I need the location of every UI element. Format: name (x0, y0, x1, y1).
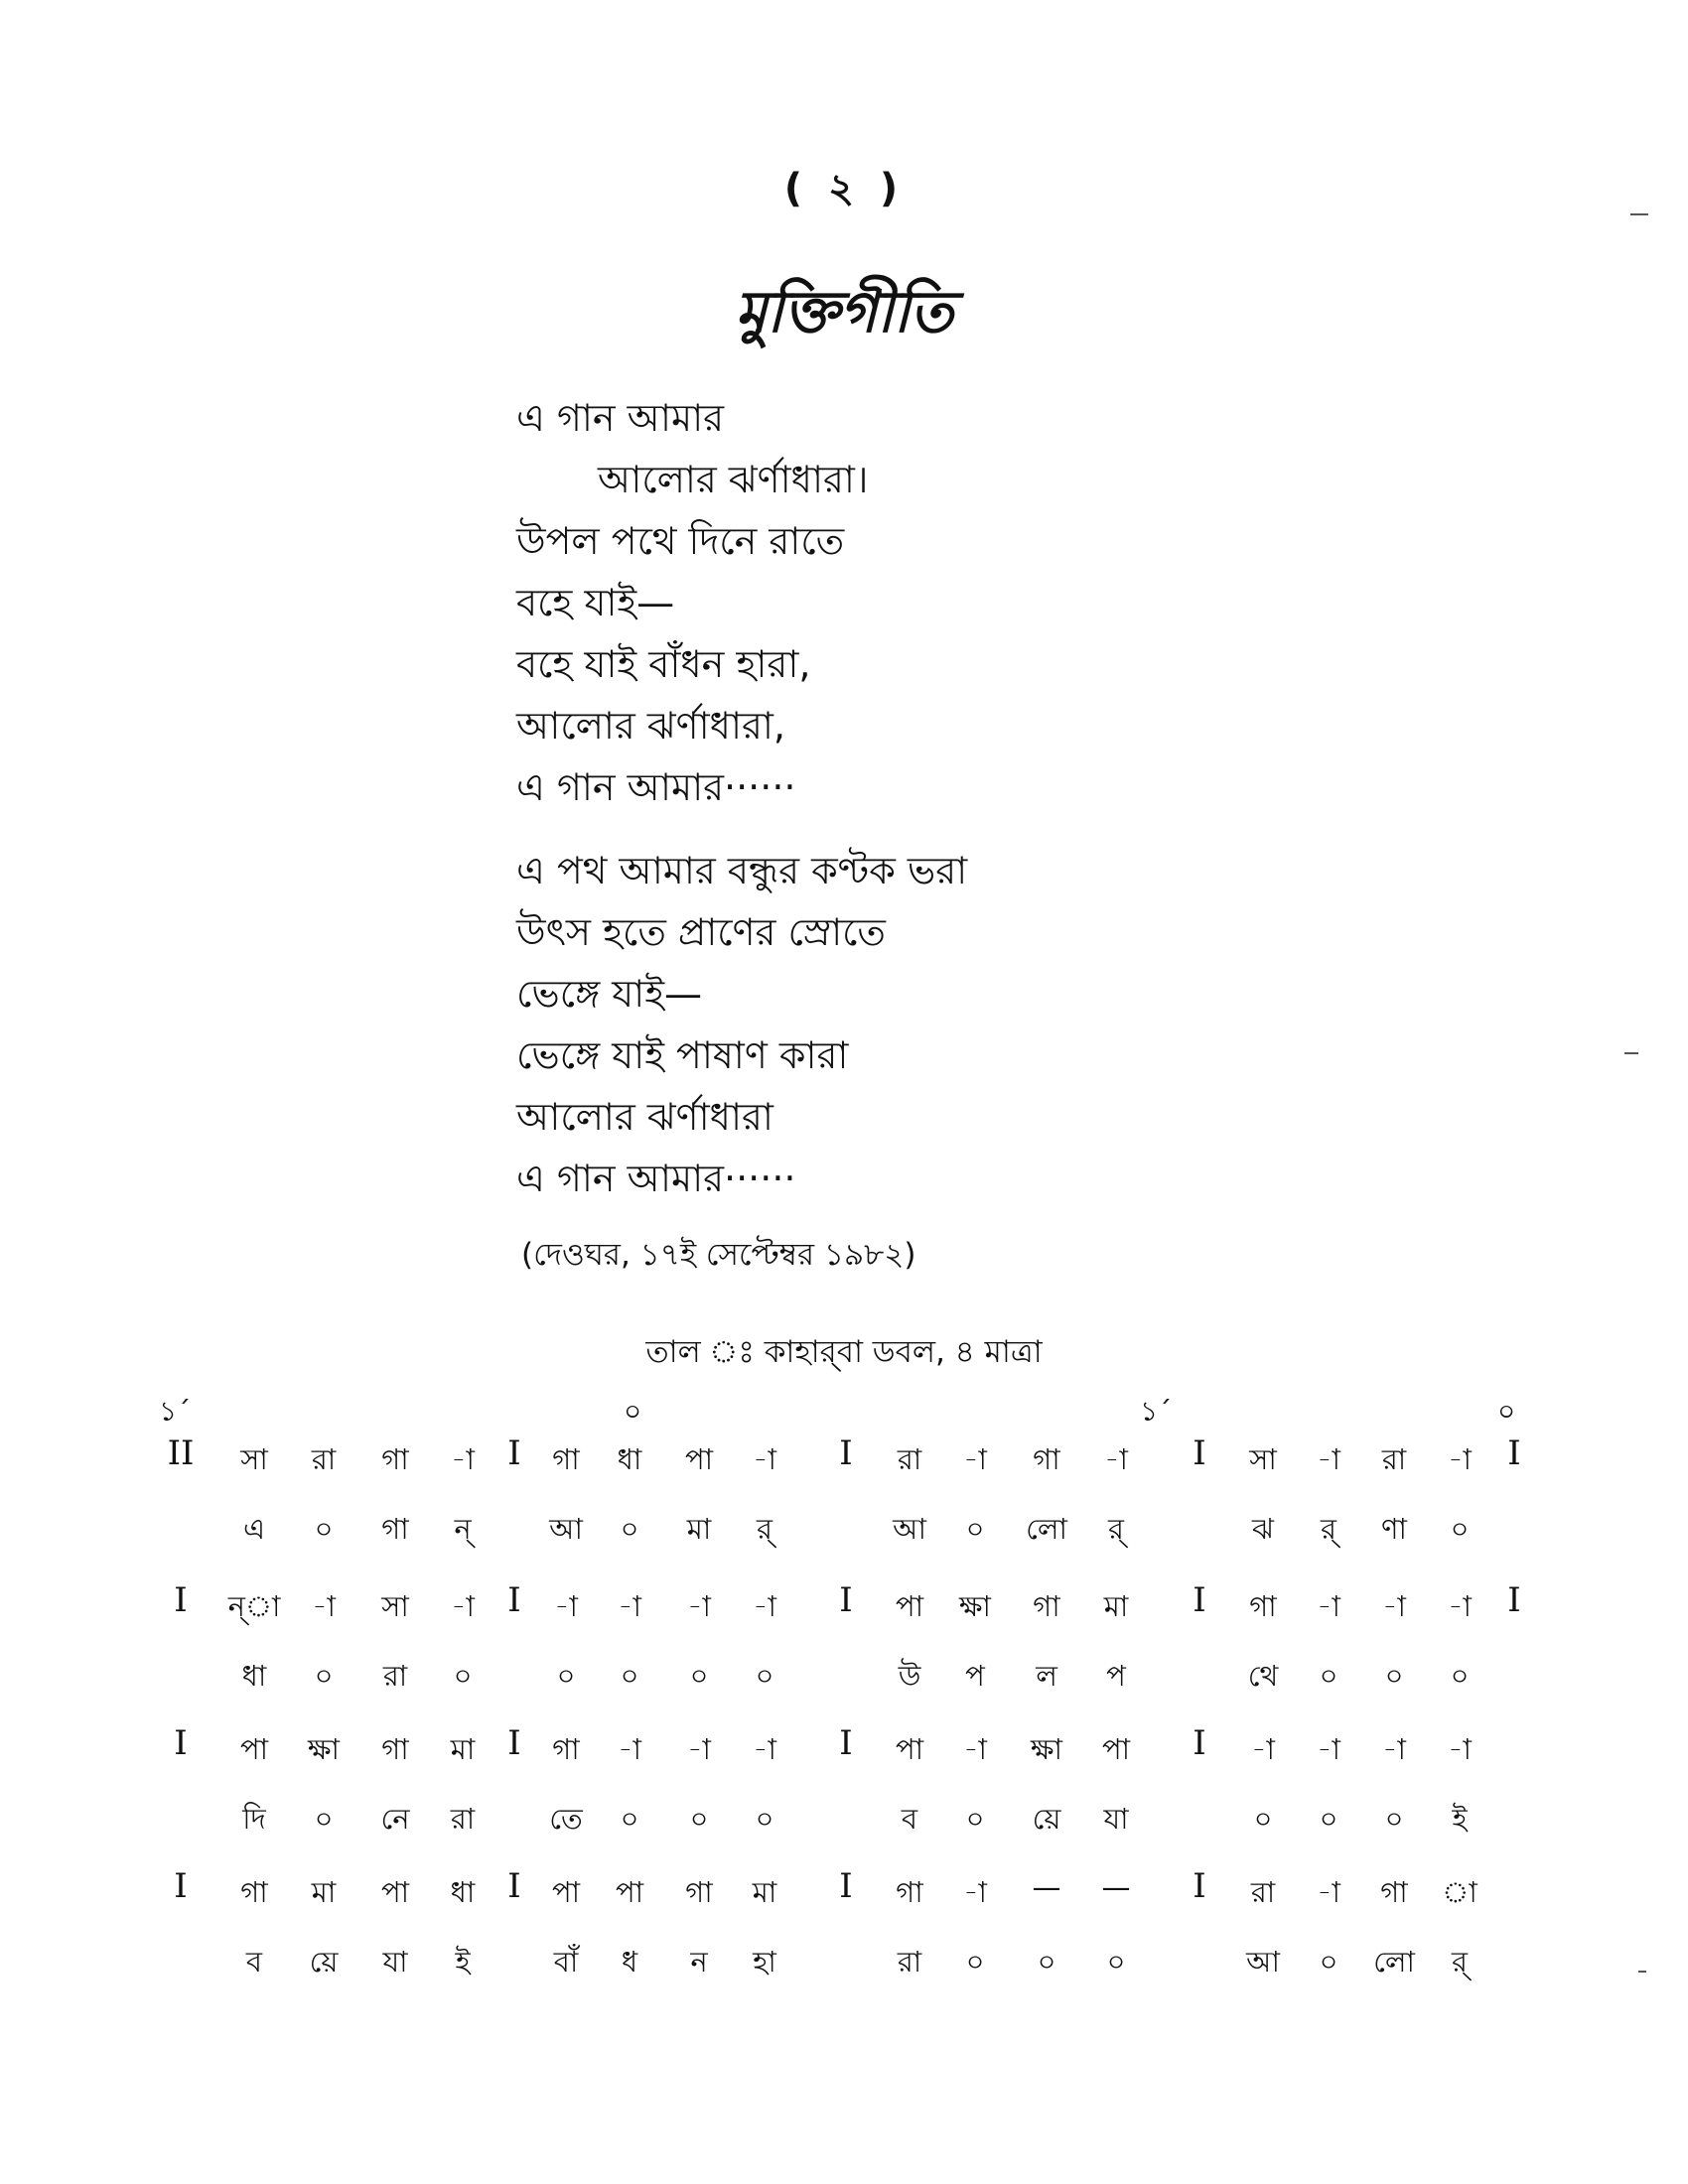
lyric-syllable: যা (382, 1945, 408, 1979)
poem-line: আলোর ঝর্ণাধারা, (516, 704, 785, 748)
swara-note: -া (1317, 1589, 1340, 1623)
scan-speck (1630, 213, 1648, 215)
lyric-syllable: ০ (689, 1802, 709, 1836)
poem-line: এ গান আমার······ (516, 765, 796, 809)
poem-line: বহে যাই বাঁধন হারা, (516, 642, 811, 686)
scan-speck (1638, 1971, 1646, 1973)
bar-line: I (174, 1866, 188, 1906)
swara-note: ক্ষা (1031, 1732, 1062, 1766)
swara-note: গা (685, 1875, 713, 1909)
swara-note: -া (1448, 1589, 1472, 1623)
bar-line: I (839, 1433, 853, 1473)
swara-note: গা (1033, 1442, 1060, 1476)
bar-line: I (507, 1580, 521, 1620)
lyric-syllable: ০ (453, 1659, 473, 1693)
lyric-syllable: ০ (620, 1802, 639, 1836)
lyric-syllable: রা (450, 1802, 476, 1836)
lyric-syllable: ০ (620, 1512, 639, 1546)
swara-note: -া (1382, 1732, 1406, 1766)
lyric-syllable: প (1106, 1659, 1126, 1693)
swara-note: -া (451, 1589, 475, 1623)
swara-note: সা (1249, 1442, 1277, 1476)
beat-mark: ০ (1497, 1395, 1516, 1428)
swara-note: -া (1382, 1589, 1406, 1623)
bar-line: I (507, 1866, 521, 1906)
lyric-syllable: ধা (241, 1659, 267, 1693)
swara-note: া (1442, 1875, 1477, 1909)
swara-note: মা (1103, 1589, 1129, 1623)
swara-note: গা (1249, 1589, 1277, 1623)
lyric-syllable: প (965, 1659, 985, 1693)
lyric-syllable: ০ (1384, 1802, 1404, 1836)
bar-line: I (507, 1723, 521, 1763)
poem-line: ভেঙ্গে যাই— (516, 972, 702, 1016)
swara-note: পা (684, 1442, 714, 1476)
poem-line: এ গান আমার (516, 396, 725, 440)
poem-line: উৎস হতে প্রাণের স্রোতে (516, 910, 886, 954)
scan-speck (1624, 1052, 1638, 1054)
swara-note: পা (239, 1732, 269, 1766)
swara-note: -া (1317, 1875, 1340, 1909)
bar-line: I (1193, 1433, 1206, 1473)
lyric-syllable: দি (242, 1802, 266, 1836)
lyric-syllable: ন (690, 1945, 708, 1979)
swara-note: -া (1104, 1442, 1128, 1476)
lyric-syllable: মা (686, 1512, 712, 1546)
swara-note: গা (381, 1732, 409, 1766)
lyric-syllable: এ (242, 1512, 266, 1546)
swara-note: -া (1448, 1442, 1472, 1476)
lyric-syllable: ঝ (1252, 1512, 1274, 1546)
lyric-syllable: ০ (314, 1802, 334, 1836)
swara-note: -া (963, 1732, 987, 1766)
swara-note: -া (963, 1442, 987, 1476)
lyric-syllable: ০ (620, 1659, 639, 1693)
lyric-syllable: র্ (1108, 1512, 1124, 1546)
swara-note: -া (1317, 1732, 1340, 1766)
swara-note: পা (551, 1875, 581, 1909)
swara-note: পা (895, 1589, 924, 1623)
lyric-syllable: আ (1246, 1945, 1280, 1979)
swara-note: মা (311, 1875, 337, 1909)
swara-note: — (1032, 1870, 1061, 1904)
bar-line: I (174, 1723, 188, 1763)
bar-line: II (167, 1433, 195, 1473)
lyric-syllable: লো (1026, 1512, 1067, 1546)
lyric-syllable: ই (1452, 1802, 1468, 1836)
lyric-syllable: থে (1247, 1659, 1279, 1693)
bar-line: I (839, 1866, 853, 1906)
swara-note: -া (687, 1732, 711, 1766)
lyric-syllable: রা (382, 1659, 408, 1693)
lyric-syllable: র্ (1452, 1945, 1468, 1979)
beat-mark: ১´ (159, 1395, 192, 1428)
lyric-syllable: নে (380, 1802, 410, 1836)
lyric-syllable: ব (901, 1802, 918, 1836)
beat-mark: ১´ (1140, 1395, 1173, 1428)
lyric-syllable: ০ (1450, 1512, 1470, 1546)
lyric-syllable: বাঁ (553, 1945, 579, 1979)
swara-note: গা (552, 1442, 580, 1476)
lyric-syllable: ০ (1319, 1659, 1338, 1693)
bar-line: I (1193, 1580, 1206, 1620)
lyric-syllable: রা (897, 1945, 922, 1979)
page-number: ( ২ ) (783, 166, 905, 211)
swara-note: গা (240, 1875, 268, 1909)
swara-note: -া (312, 1589, 336, 1623)
swara-note: রা (1250, 1875, 1276, 1909)
swara-note: -া (554, 1589, 578, 1623)
lyric-syllable: ০ (965, 1512, 985, 1546)
lyric-syllable: আ (893, 1512, 926, 1546)
lyric-syllable: লো (1373, 1945, 1415, 1979)
bar-line: I (1507, 1580, 1521, 1620)
lyric-syllable: ০ (755, 1802, 774, 1836)
swara-note: গা (381, 1442, 409, 1476)
swara-note: -া (1251, 1732, 1275, 1766)
lyric-syllable: ০ (1319, 1802, 1338, 1836)
poem-line: এ গান আমার······ (516, 1157, 796, 1200)
lyric-syllable: ণা (1381, 1512, 1407, 1546)
poem-line: বহে যাই— (516, 581, 675, 624)
lyric-syllable: ০ (1037, 1945, 1056, 1979)
lyric-syllable: ০ (1384, 1659, 1404, 1693)
poem-line: ভেঙ্গে যাই পাষাণ কারা (516, 1033, 849, 1077)
swara-note: ক্ষা (308, 1732, 340, 1766)
lyric-syllable: ব (245, 1945, 263, 1979)
lyric-syllable: ০ (1450, 1659, 1470, 1693)
swara-note: পা (1101, 1732, 1131, 1766)
swara-note: -া (753, 1732, 776, 1766)
lyric-syllable: ল (1036, 1659, 1057, 1693)
lyric-syllable: গা (381, 1512, 409, 1546)
bar-line: I (1193, 1723, 1206, 1763)
swara-note: সা (381, 1589, 409, 1623)
swara-note: -া (451, 1442, 475, 1476)
swara-note: গা (1380, 1875, 1408, 1909)
bar-line: I (507, 1433, 521, 1473)
poem-line: এ পথ আমার বন্ধুর কণ্টক ভরা (516, 849, 968, 892)
bar-line: I (839, 1723, 853, 1763)
lyric-syllable: ০ (1106, 1945, 1126, 1979)
lyric-syllable: ০ (314, 1512, 334, 1546)
swara-note: রা (1381, 1442, 1407, 1476)
lyric-syllable: যা (1103, 1802, 1129, 1836)
lyric-syllable: আ (549, 1512, 583, 1546)
swara-note: ধা (450, 1875, 476, 1909)
lyric-syllable: হা (753, 1945, 776, 1979)
swara-note: -া (963, 1875, 987, 1909)
lyric-syllable: র্ (757, 1512, 773, 1546)
bar-line: I (1193, 1866, 1206, 1906)
swara-note: -া (618, 1589, 641, 1623)
swara-note: -া (618, 1732, 641, 1766)
lyric-syllable: ই (455, 1945, 471, 1979)
swara-note: সা (240, 1442, 268, 1476)
swara-note: রা (897, 1442, 922, 1476)
swara-note: ধা (617, 1442, 642, 1476)
lyric-syllable: ০ (965, 1802, 985, 1836)
lyric-syllable: ০ (689, 1659, 709, 1693)
lyric-syllable: র্ (1321, 1512, 1336, 1546)
lyric-syllable: উ (898, 1659, 921, 1693)
bar-line: I (839, 1580, 853, 1620)
lyric-syllable: ০ (1253, 1802, 1273, 1836)
lyric-syllable: ০ (965, 1945, 985, 1979)
lyric-syllable: ০ (755, 1659, 774, 1693)
beat-mark: ০ (624, 1395, 642, 1428)
swara-note: মা (752, 1875, 777, 1909)
bar-line: I (1507, 1433, 1521, 1473)
lyric-syllable: তে (549, 1802, 583, 1836)
lyric-syllable: ০ (1319, 1945, 1338, 1979)
bar-line: I (174, 1580, 188, 1620)
swara-note: — (1101, 1870, 1131, 1904)
swara-note: মা (450, 1732, 476, 1766)
lyric-syllable: য়ে (1032, 1802, 1061, 1836)
swara-note: -া (687, 1589, 711, 1623)
swara-note: পা (895, 1732, 924, 1766)
swara-note: পা (615, 1875, 644, 1909)
poem-line: আলোর ঝর্ণাধারা (516, 1095, 774, 1139)
poem-line: আলোর ঝর্ণাধারা। (598, 458, 869, 501)
swara-note: রা (311, 1442, 337, 1476)
lyric-syllable: ০ (314, 1659, 334, 1693)
song-title: মুক্তিগীতি (735, 278, 953, 345)
swara-note: গা (1033, 1589, 1060, 1623)
lyric-syllable: ০ (556, 1659, 576, 1693)
swara-note: গা (896, 1875, 923, 1909)
swara-note: গা (552, 1732, 580, 1766)
poem-line: উপল পথে দিনে রাতে (516, 519, 845, 563)
lyric-syllable: য়ে (309, 1945, 339, 1979)
swara-note: ন্‌া (227, 1589, 281, 1623)
swara-note: পা (380, 1875, 410, 1909)
lyric-syllable: ধ (621, 1945, 638, 1979)
swara-note: -া (1317, 1442, 1340, 1476)
tala-heading: তাল ঃ কাহার্‌বা ডবল, ৪ মাত্রা (645, 1334, 1043, 1370)
swara-note: -া (1448, 1732, 1472, 1766)
swara-note: ক্ষা (959, 1589, 991, 1623)
swara-note: -া (753, 1589, 776, 1623)
composition-dateline: (দেওঘর, ১৭ই সেপ্টেম্বর ১৯৮২) (521, 1237, 916, 1273)
lyric-syllable: ন্ (454, 1512, 472, 1546)
swara-note: -া (753, 1442, 776, 1476)
